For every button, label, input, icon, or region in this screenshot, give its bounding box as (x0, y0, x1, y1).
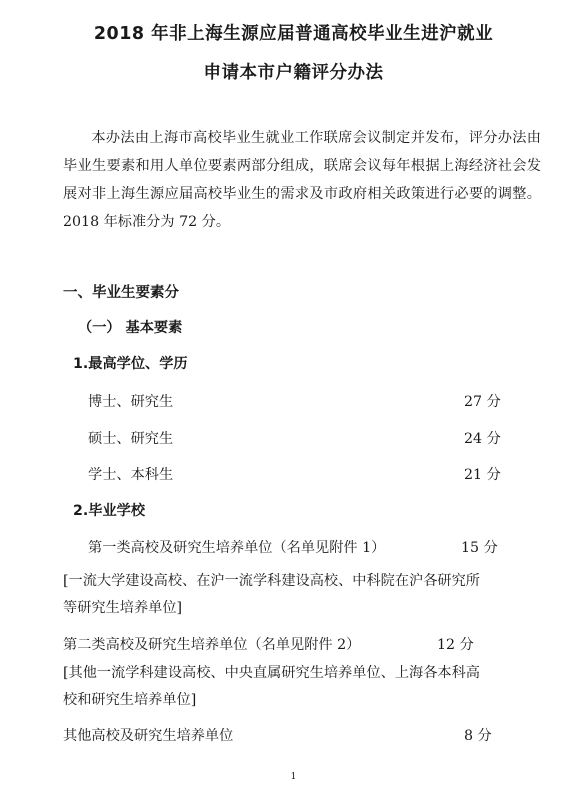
school-category-2-label: 第二类高校及研究生培养单位（名单见附件 2） (63, 637, 361, 653)
degree-row-label: 学士、本科生 (88, 467, 174, 483)
note-line: [其他一流学科建设高校、中央直属研究生培养单位、上海各本科高 (63, 665, 480, 681)
school-category-3-score: 8 分 (464, 728, 492, 744)
note-line: 等研究生培养单位] (63, 600, 183, 616)
degree-row-score: 24 分 (464, 431, 501, 447)
degree-row-label: 博士、研究生 (88, 394, 174, 410)
degree-row-score: 21 分 (464, 467, 501, 483)
intro-text: 本办法由上海市高校毕业生就业工作联席会议制定并发布，评分办法由毕业生要素和用人单位要素两部分组成，联席会议每年根据上海经济社会发展对非上海生源应届高校毕业生的需求及市政府相关政策进行必要的调整。2018 年标准分为 72 分。 (63, 130, 541, 230)
school-category-1-score: 15 分 (461, 540, 498, 556)
item-heading-degree: 1.最高学位、学历 (73, 356, 188, 372)
intro-paragraph (63, 124, 541, 236)
degree-row-label: 硕士、研究生 (88, 431, 174, 447)
school-category-1-label: 第一类高校及研究生培养单位（名单见附件 1） (88, 540, 386, 556)
degree-row-score: 27 分 (464, 394, 501, 410)
subsection-heading-basic-factors: （一） 基本要素 (78, 320, 183, 336)
section-heading-graduate-factors: 一、毕业生要素分 (63, 285, 179, 301)
school-category-2-note (63, 660, 480, 714)
note-line: [一流大学建设高校、在沪一流学科建设高校、中科院在沪各研究所 (63, 573, 480, 589)
document-title-line2: 申请本市户籍评分办法 (203, 63, 384, 83)
school-category-2-score: 12 分 (437, 637, 474, 653)
page-number: 1 (290, 772, 297, 782)
school-category-3-label: 其他高校及研究生培养单位 (63, 728, 234, 744)
item-heading-school: 2.毕业学校 (73, 503, 146, 519)
document-title-line1: 2018 年非上海生源应届普通高校毕业生进沪就业 (93, 24, 494, 44)
school-category-1-note (63, 568, 480, 622)
note-line: 校和研究生培养单位] (63, 692, 197, 708)
